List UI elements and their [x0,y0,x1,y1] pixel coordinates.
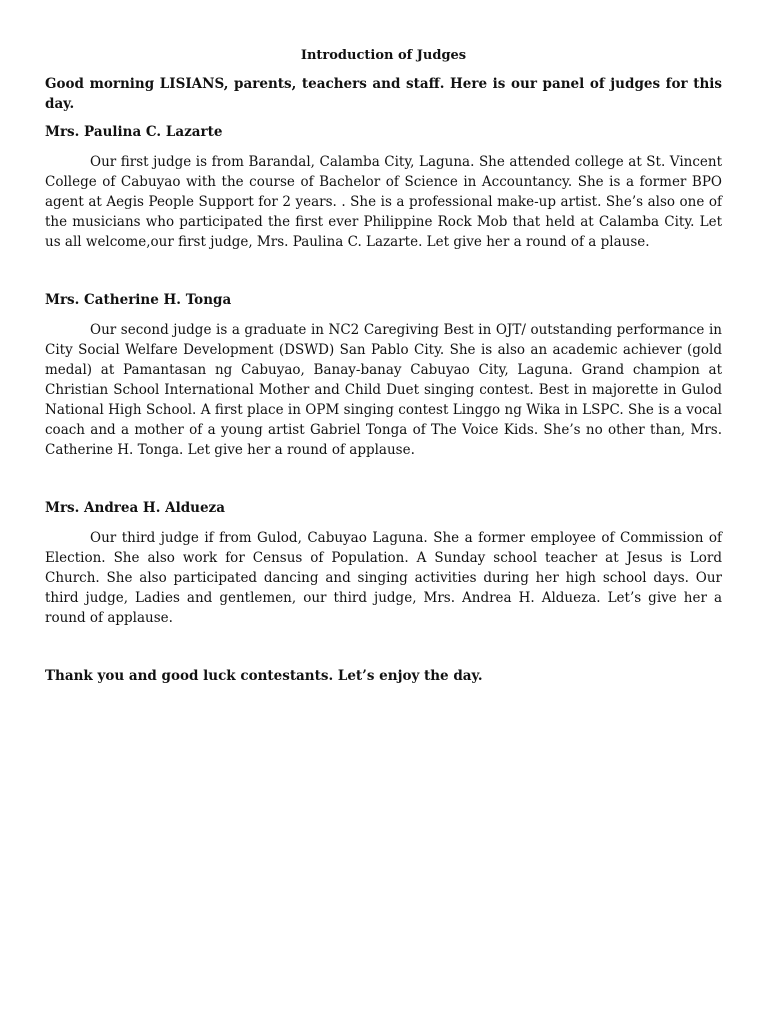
judge-name-2: Mrs. Catherine H. Tonga [45,292,232,308]
judge-bio-3: Our third judge if from Gulod, Cabuyao Laguna. She a former employee of Commission of Election. She also work for Census of Population. A Sunday school teacher at Jesus is Lord Church. She also participated dancing and singing activities during her high school days. Our third judge, Ladies and gentlemen, our third judge, Mrs. Andrea H. Aldueza. Let’s give her a round of applause. [45,530,722,626]
judge-section-3 [45,498,722,628]
document-page [45,46,722,686]
judge-name-3: Mrs. Andrea H. Aldueza [45,500,225,516]
judge-section-1 [45,122,722,252]
closing-paragraph: Thank you and good luck contestants. Let’s enjoy the day. [45,668,483,684]
document-title: Introduction of Judges [300,48,467,63]
greeting-paragraph: Good morning LISIANS, parents, teachers and staff. Here is our panel of judges for this day. [45,76,722,112]
judge-section-2 [45,290,722,460]
judge-name-1: Mrs. Paulina C. Lazarte [45,124,223,140]
judge-bio-2: Our second judge is a graduate in NC2 Caregiving Best in OJT/ outstanding performance in City Social Welfare Development (DSWD) San Pablo City. She is also an academic achiever (gold medal) at Pamantasan ng Cabuyao, Banay-banay Cabuyao City, Laguna. Grand champion at Christian School International Mother and Child Duet singing contest. Best in majorette in Gulod National High School. A first place in OPM singing contest Linggo ng Wika in LSPC. She is a vocal coach and a mother of a young artist Gabriel Tonga of The Voice Kids. She’s no other than, Mrs. Catherine H. Tonga. Let give her a round of applause. [45,322,722,458]
judge-bio-1: Our first judge is from Barandal, Calamba City, Laguna. She attended college at St. Vincent College of Cabuyao with the course of Bachelor of Science in Accountancy. She is a former BPO agent at Aegis People Support for 2 years. . She is a professional make-up artist. She’s also one of the musicians who participated the first ever Philippine Rock Mob that held at Calamba City. Let us all welcome,our first judge, Mrs. Paulina C. Lazarte. Let give her a round of a plause. [45,154,722,250]
